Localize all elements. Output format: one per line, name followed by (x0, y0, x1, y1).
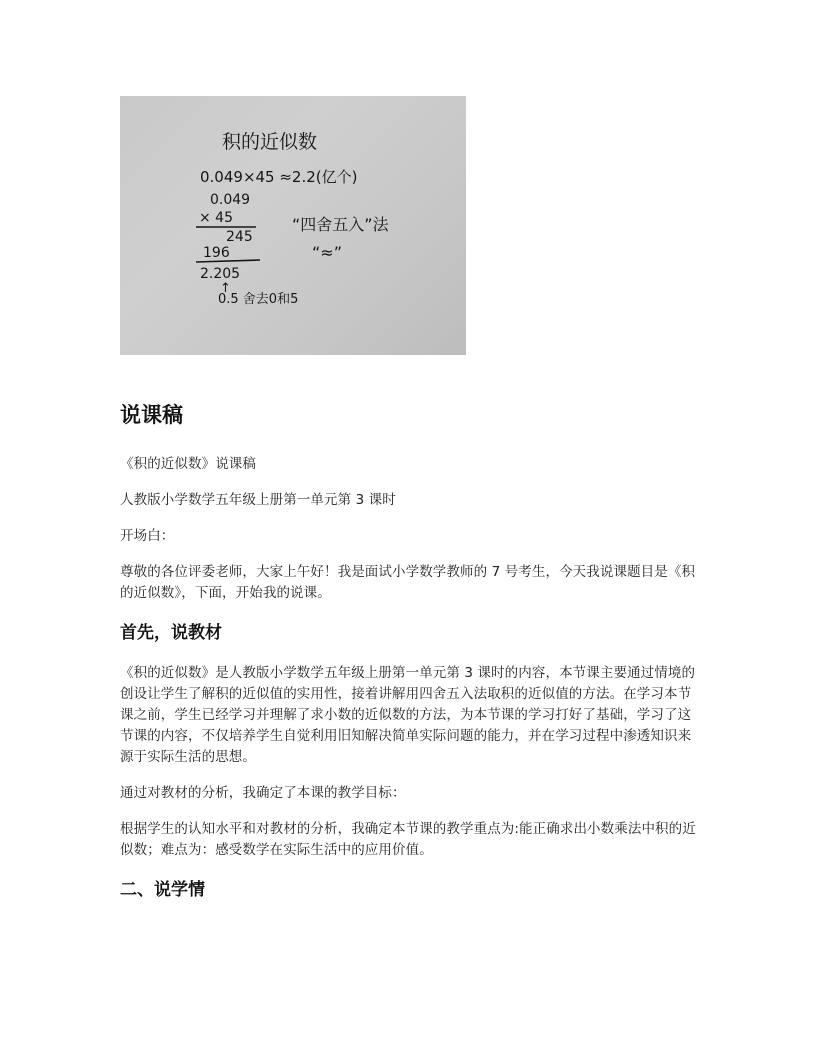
handwritten-notes-photo (120, 96, 466, 355)
notes-product: 2.205 (200, 266, 241, 282)
notes-multiplicand: 0.049 (210, 192, 251, 208)
section-heading-learners: 二、说学情 (120, 880, 205, 900)
handwritten-notes-drawing (120, 96, 466, 355)
notes-title: 积的近似数 (222, 131, 318, 153)
section-heading-textbook: 首先，说教材 (120, 623, 222, 643)
notes-method: “四舍五入”法 (292, 215, 389, 234)
paragraph-greeting: 尊敬的各位评委老师，大家上午好！我是面试小学数学教师的 7 号考生，今天我说课题目是《积的近似数》，下面，开始我的说课。 (120, 564, 696, 601)
paragraph-textbook-info: 人教版小学数学五年级上册第一单元第 3 课时 (120, 492, 396, 508)
notes-partial-1: 245 (226, 229, 253, 245)
notes-partial-2: 196 (203, 245, 230, 261)
notes-equation: 0.049×45 ≈2.2(亿个) (200, 168, 358, 186)
paragraph-key-points: 根据学生的认知水平和对教材的分析，我确定本节课的教学重点为:能正确求出小数乘法中积的近似数；难点为：感受数学在实际生活中的应用价值。 (120, 821, 696, 858)
notes-multiplier: × 45 (199, 210, 233, 226)
paragraph-textbook-analysis: 《积的近似数》是人教版小学数学五年级上册第一单元第 3 课时的内容，本节课主要通过情境的创设让学生了解积的近似值的实用性，接着讲解用四舍五入法取积的近似值的方法。在学习本节课之前，学生已经学习并理解了求小数的近似数的方法，为本节课的学习打好了基础，学习了这节课的内容，不仅培养学生自觉利用旧知解决简单实际问题的能力，并在学习过程中渗透知识来源于实际生活的思想。 (120, 665, 696, 765)
document-title: 说课稿 (120, 403, 183, 427)
paragraph-lesson-name: 《积的近似数》说课稿 (120, 456, 256, 472)
notes-approx-symbol: “≈” (312, 243, 342, 262)
notes-rounding-note: 0.5 舍去0和5 (218, 292, 299, 307)
notes-arrow: ↑ (220, 281, 231, 296)
paragraph-objectives-intro: 通过对教材的分析，我确定了本课的教学目标： (120, 785, 406, 801)
paragraph-opening-label: 开场白： (120, 528, 175, 544)
document-body (120, 396, 700, 920)
